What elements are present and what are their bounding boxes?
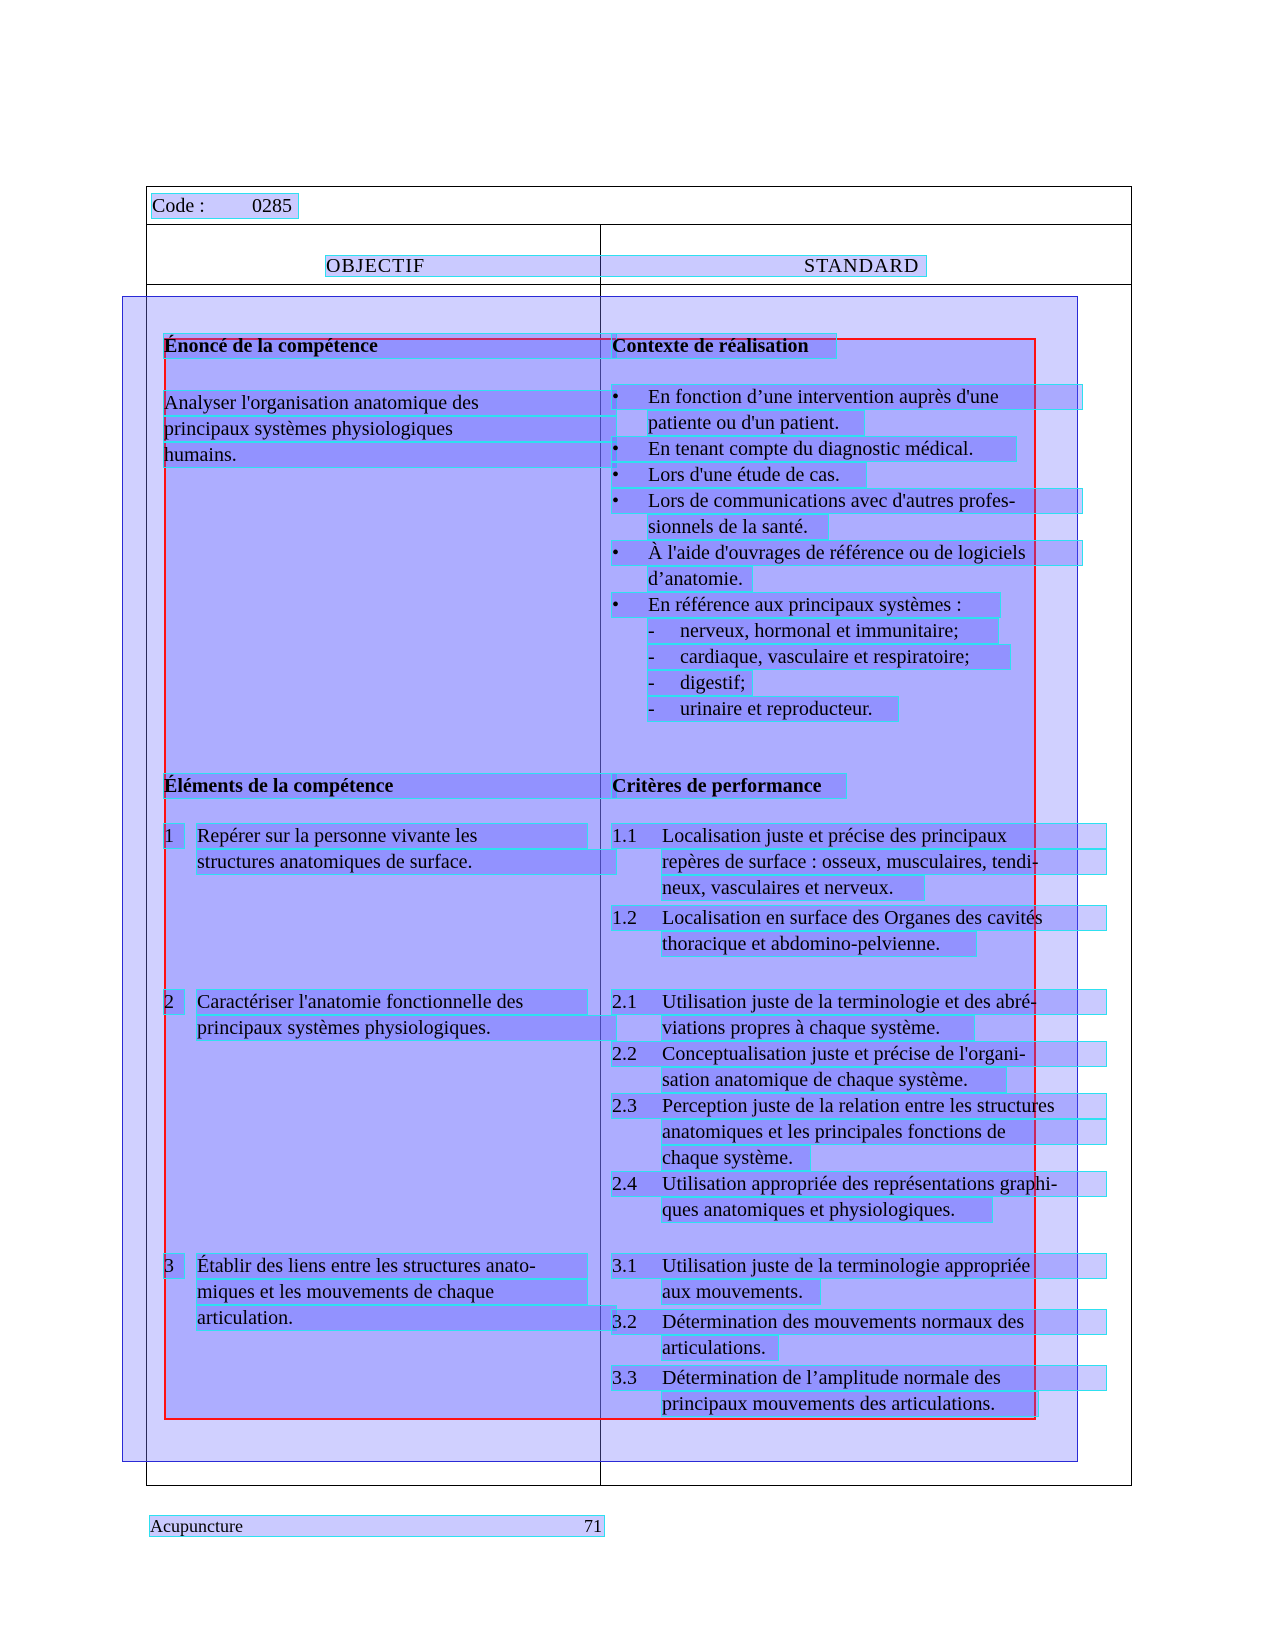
enonce-line: Analyser l'organisation anatomique des [164, 391, 616, 415]
critere-text: Localisation juste et précise des principaux [662, 825, 1007, 847]
critere-line: chaque système. [662, 1146, 810, 1170]
systeme-item [648, 671, 752, 695]
footer-program: Acupuncture [150, 1516, 243, 1536]
element-line-text: Repérer sur la personne vivante les [197, 825, 478, 847]
critere-item [612, 1310, 1106, 1334]
element-number: 1 [164, 824, 184, 848]
systeme-text: urinaire et reproducteur. [680, 698, 873, 720]
critere-line: thoracique et abdomino-pelvienne. [662, 932, 976, 956]
contexte-text: Lors de communications avec d'autres profes- [648, 490, 1016, 512]
elements-title: Éléments de la compétence [164, 774, 616, 798]
bullet-icon: • [612, 594, 620, 616]
dash-icon: - [648, 646, 655, 668]
critere-line: aux mouvements. [662, 1280, 820, 1304]
systeme-text: nerveux, hormonal et immunitaire; [680, 620, 959, 642]
dash-icon: - [648, 620, 655, 642]
footer [150, 1516, 604, 1536]
systeme-item [648, 697, 898, 721]
bullet-icon: • [612, 490, 620, 512]
contexte-line: patiente ou d'un patient. [648, 411, 864, 435]
contexte-item [612, 385, 1082, 409]
contexte-line: sionnels de la santé. [648, 515, 828, 539]
dash-icon: - [648, 698, 655, 720]
criteres-title: Critères de performance [612, 774, 846, 798]
code-value: 0285 [252, 195, 292, 217]
critere-number: 1.1 [612, 825, 637, 847]
contexte-text: En tenant compte du diagnostic médical. [648, 438, 974, 460]
critere-item [612, 906, 1106, 930]
critere-item [612, 990, 1106, 1014]
critere-text: Utilisation juste de la terminologie appropriée [662, 1255, 1031, 1277]
critere-number: 3.2 [612, 1311, 637, 1333]
critere-number: 2.3 [612, 1095, 637, 1117]
critere-number: 1.2 [612, 907, 637, 929]
header-objectif: OBJECTIF [326, 255, 426, 277]
critere-text: Utilisation appropriée des représentations graphi- [662, 1173, 1058, 1195]
code-line [152, 194, 298, 218]
bullet-icon: • [612, 464, 620, 486]
critere-item [612, 1254, 1106, 1278]
enonce-line: principaux systèmes physiologiques [164, 417, 616, 441]
contexte-title: Contexte de réalisation [612, 334, 836, 358]
dash-icon: - [648, 672, 655, 694]
critere-text: Détermination de l’amplitude normale des [662, 1367, 1001, 1389]
element-line: Établir des liens entre les structures anato- [197, 1254, 587, 1278]
critere-line: principaux mouvements des articulations. [662, 1392, 1038, 1416]
critere-text: Localisation en surface des Organes des cavités [662, 907, 1043, 929]
systeme-text: cardiaque, vasculaire et respiratoire; [680, 646, 970, 668]
critere-item [612, 824, 1106, 848]
bullet-icon: • [612, 438, 620, 460]
element-line: structures anatomiques de surface. [197, 850, 616, 874]
contexte-item [612, 489, 1082, 513]
element-line: miques et les mouvements de chaque [197, 1280, 587, 1304]
column-headers [326, 256, 926, 276]
critere-line: anatomiques et les principales fonctions de [662, 1120, 1106, 1144]
element-line: articulation. [197, 1306, 616, 1330]
enonce-title: Énoncé de la compétence [164, 334, 616, 358]
page-number: 71 [584, 1516, 602, 1536]
critere-item [612, 1094, 1106, 1118]
critere-text: Détermination des mouvements normaux des [662, 1311, 1025, 1333]
header-standard: STANDARD [804, 255, 920, 277]
critere-text: Utilisation juste de la terminologie et des abré- [662, 991, 1037, 1013]
critere-line: viations propres à chaque système. [662, 1016, 974, 1040]
contexte-text: À l'aide d'ouvrages de référence ou de logiciels [648, 542, 1026, 564]
critere-number: 2.1 [612, 991, 637, 1013]
element-line: principaux systèmes physiologiques. [197, 1016, 616, 1040]
contexte-text: En fonction d’une intervention auprès d'une [648, 386, 999, 408]
divider [146, 224, 1132, 225]
critere-line: neux, vasculaires et nerveux. [662, 876, 924, 900]
critere-text: Conceptualisation juste et précise de l'organi- [662, 1043, 1026, 1065]
element-number: 2 [164, 990, 184, 1014]
critere-number: 2.2 [612, 1043, 637, 1065]
critere-number: 2.4 [612, 1173, 637, 1195]
critere-item [612, 1172, 1106, 1196]
systeme-item [648, 619, 998, 643]
critere-line: articulations. [662, 1336, 778, 1360]
critere-line: repères de surface : osseux, musculaires, tendi- [662, 850, 1106, 874]
enonce-line: humains. [164, 443, 616, 467]
element-line [197, 824, 587, 848]
critere-item [612, 1366, 1106, 1390]
critere-number: 3.3 [612, 1367, 637, 1389]
contexte-line: d’anatomie. [648, 567, 752, 591]
systeme-text: digestif; [680, 672, 746, 694]
contexte-item [612, 463, 866, 487]
critere-item [612, 1042, 1106, 1066]
bullet-icon: • [612, 386, 620, 408]
critere-line: ques anatomiques et physiologiques. [662, 1198, 992, 1222]
critere-text: Perception juste de la relation entre les structures [662, 1095, 1055, 1117]
critere-number: 3.1 [612, 1255, 637, 1277]
element-line: Caractériser l'anatomie fonctionnelle des [197, 990, 587, 1014]
systeme-item [648, 645, 1010, 669]
element-number: 3 [164, 1254, 184, 1278]
contexte-text: En référence aux principaux systèmes : [648, 594, 962, 616]
contexte-item [612, 437, 1016, 461]
contexte-text: Lors d'une étude de cas. [648, 464, 840, 486]
bullet-icon: • [612, 542, 620, 564]
contexte-item [612, 541, 1082, 565]
divider [146, 284, 1132, 285]
code-label: Code : [152, 195, 205, 217]
critere-line: sation anatomique de chaque système. [662, 1068, 1006, 1092]
contexte-item [612, 593, 1000, 617]
